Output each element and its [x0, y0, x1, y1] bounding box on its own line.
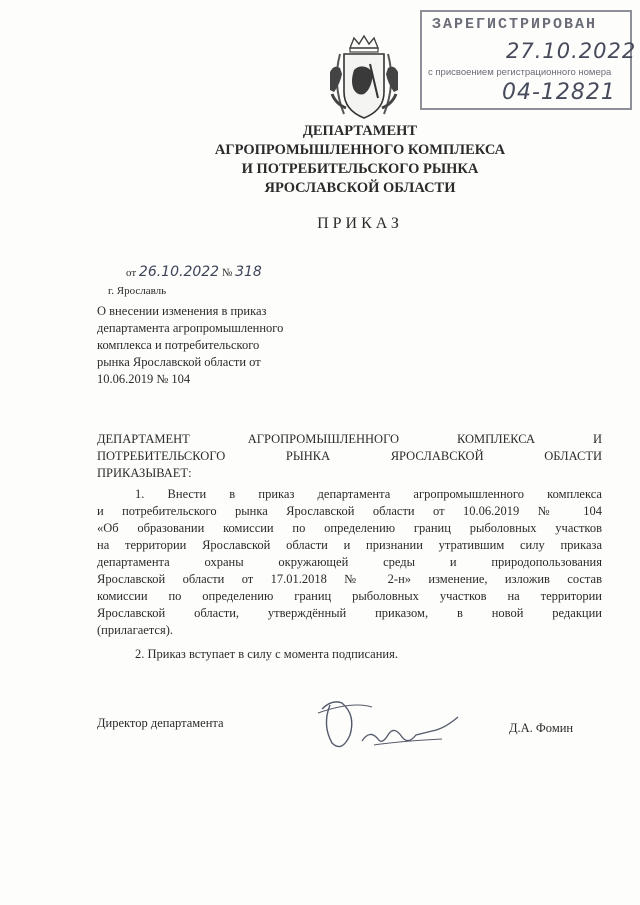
order-date-line [126, 264, 262, 280]
item-2-line: 2. Приказ вступает в силу с момента подписания. [135, 647, 398, 661]
order-number: 318 [235, 264, 262, 280]
preamble-line: ПРИКАЗЫВАЕТ: [97, 466, 192, 480]
stamp-date: 27.10.2022 [506, 39, 637, 63]
department-header-line-2: АГРОПРОМЫШЛЕННОГО КОМПЛЕКСА [214, 142, 506, 158]
signatory-name: Д.А. Фомин [509, 721, 574, 735]
item-1-line: на территории Ярославской области и признании утратившим силу приказа [97, 538, 602, 552]
subject-line: 10.06.2019 № 104 [97, 372, 191, 386]
document-title: ПРИКАЗ [317, 215, 403, 232]
item-1-line: Ярославской области от 17.01.2018 № 2-н» изменение, изложив состав [97, 572, 602, 586]
order-date: 26.10.2022 [138, 264, 220, 280]
preamble-line: ПОТРЕБИТЕЛЬСКОГО РЫНКА ЯРОСЛАВСКОЙ ОБЛАСТИ [97, 449, 602, 463]
stamp-title: ЗАРЕГИСТРИРОВАН [432, 16, 598, 33]
preamble-line: ДЕПАРТАМЕНТ АГРОПРОМЫШЛЕННОГО КОМПЛЕКСА И [97, 432, 602, 446]
item-1-line: Ярославской области, утверждённый приказом, в новой редакции [97, 606, 602, 620]
subject-line: департамента агропромышленного [97, 321, 284, 335]
department-header-line-3: И ПОТРЕБИТЕЛЬСКОГО РЫНКА [241, 161, 479, 177]
subject-line: комплекса и потребительского [97, 338, 260, 352]
coat-of-arms-emblem [322, 34, 406, 124]
subject-line: О внесении изменения в приказ [97, 304, 267, 318]
number-label: № [221, 267, 233, 279]
department-header-line-1: ДЕПАРТАМЕНТ [302, 123, 418, 139]
item-1-line: (прилагается). [97, 623, 174, 637]
item-1-line: комиссии по определению границ рыболовных участков на территории [97, 589, 602, 603]
item-1-line: и потребительского рынка Ярославской области от 10.06.2019 № 104 [97, 504, 602, 518]
handwritten-signature [312, 695, 462, 755]
stamp-number: 04-12821 [502, 80, 616, 105]
registration-stamp [420, 10, 637, 110]
signatory-role: Директор департамента [97, 716, 224, 730]
order-city: г. Ярославль [108, 285, 167, 297]
item-1-line: «Об образовании комиссии по определению границ рыболовных участков [97, 521, 602, 535]
stamp-note: с присвоением регистрационного номера [428, 67, 612, 78]
department-header-line-4: ЯРОСЛАВСКОЙ ОБЛАСТИ [264, 180, 456, 196]
item-1-line: департамента охраны окружающей среды и природопользования [97, 555, 602, 569]
from-label: от [126, 267, 137, 279]
subject-line: рынка Ярославской области от [97, 355, 261, 369]
item-1-line: 1. Внести в приказ департамента агропромышленного комплекса [135, 487, 602, 501]
